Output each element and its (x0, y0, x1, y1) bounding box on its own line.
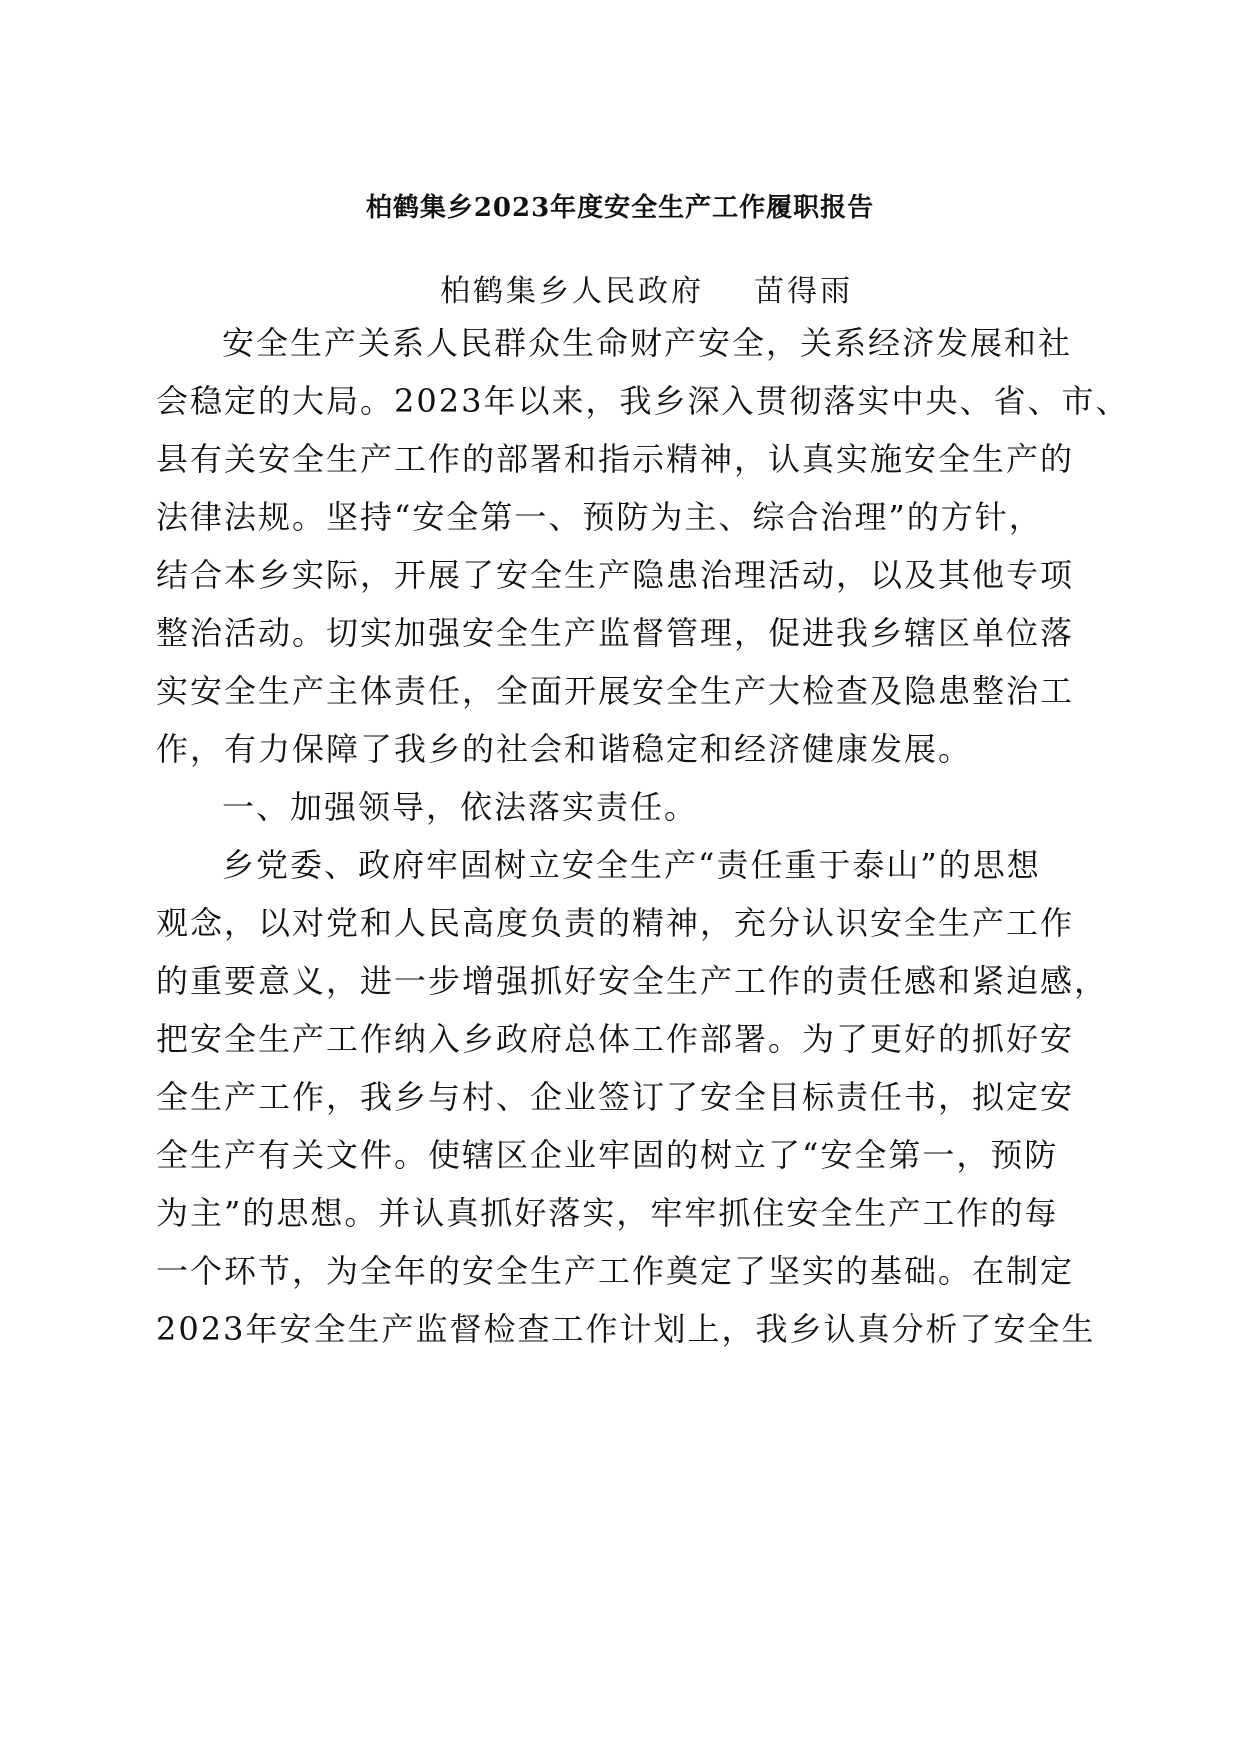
paragraph-line: 县有关安全生产工作的部署和指示精神，认真实施安全生产的 (156, 440, 1075, 478)
paragraph-line: 把安全生产工作纳入乡政府总体工作部署。为了更好的抓好安 (156, 1020, 1075, 1058)
document-byline: 柏鹤集乡人民政府 苗得雨 (440, 274, 854, 309)
paragraph-line: 作，有力保障了我乡的社会和谐稳定和经济健康发展。 (156, 730, 973, 768)
paragraph-line: 整治活动。切实加强安全生产监督管理，促进我乡辖区单位落 (156, 614, 1075, 652)
paragraph-line: 2023年安全生产监督检查工作计划上，我乡认真分析了安全生 (156, 1310, 1096, 1348)
paragraph-line: 法律法规。坚持“安全第一、预防为主、综合治理”的方针， (156, 498, 1043, 536)
paragraph-line: 的重要意义，进一步增强抓好安全生产工作的责任感和紧迫感， (156, 962, 1109, 1000)
paragraph-line: 全生产工作，我乡与村、企业签订了安全目标责任书，拟定安 (156, 1078, 1075, 1116)
paragraph-line: 实安全生产主体责任，全面开展安全生产大检查及隐患整治工 (156, 672, 1075, 710)
paragraph-line: 一个环节，为全年的安全生产工作奠定了坚实的基础。在制定 (156, 1252, 1075, 1290)
paragraph-line: 乡党委、政府牢固树立安全生产“责任重于泰山”的思想 (222, 846, 1041, 884)
paragraph-line: 观念，以对党和人民高度负责的精神，充分认识安全生产工作 (156, 904, 1075, 942)
paragraph-line: 全生产有关文件。使辖区企业牢固的树立了“安全第一，预防 (156, 1136, 1059, 1174)
section-heading: 一、加强领导，依法落实责任。 (222, 788, 699, 826)
paragraph-line: 结合本乡实际，开展了安全生产隐患治理活动，以及其他专项 (156, 556, 1075, 594)
paragraph-line: 安全生产关系人民群众生命财产安全，关系经济发展和社 (222, 324, 1073, 362)
document-title: 柏鹤集乡2023年度安全生产工作履职报告 (365, 193, 875, 223)
paragraph-line: 为主”的思想。并认真抓好落实，牢牢抓住安全生产工作的每 (156, 1194, 1059, 1232)
paragraph-line: 会稳定的大局。2023年以来，我乡深入贯彻落实中央、省、市、 (156, 382, 1130, 420)
